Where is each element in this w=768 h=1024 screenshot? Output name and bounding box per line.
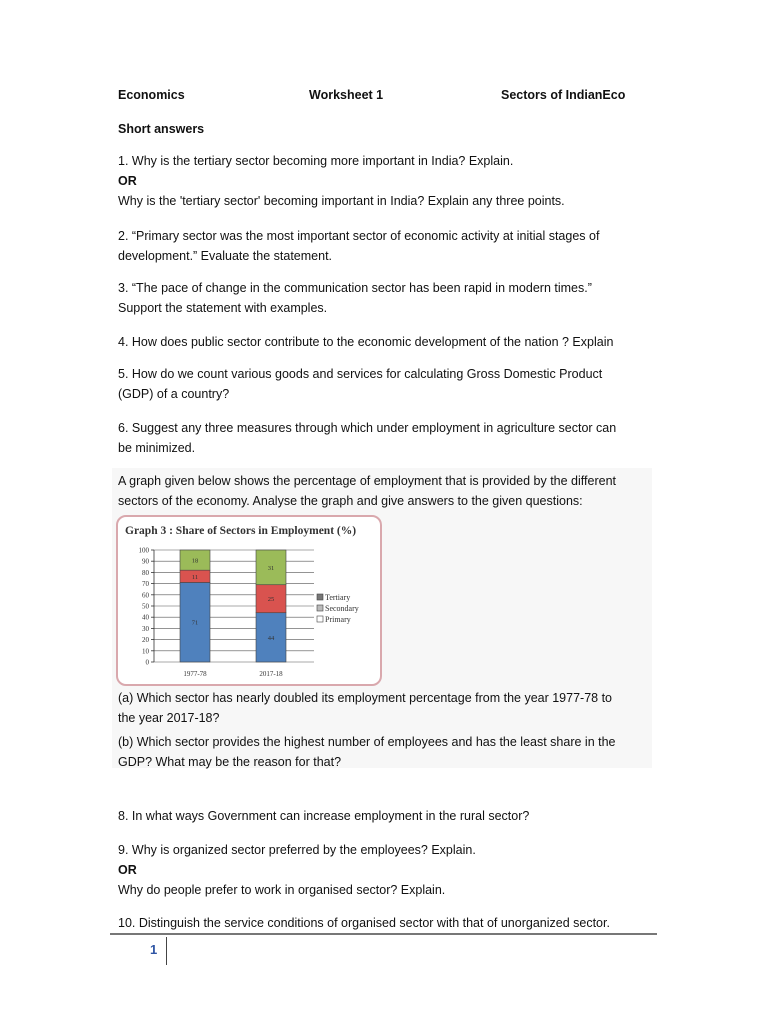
data-label: 25 <box>267 596 275 604</box>
graph-intro-line-2: sectors of the economy. Analyse the graph and give answers to the given questions: <box>118 494 583 508</box>
question-4-text: 4. How does public sector contribute to the economic development of the nation ? Explain <box>118 335 614 349</box>
header-topic: Sectors of IndianEco <box>501 88 626 102</box>
question-4 <box>118 332 648 352</box>
y-tick-label: 30 <box>142 624 149 633</box>
question-9-or: OR <box>118 863 137 877</box>
data-label: 18 <box>191 557 199 565</box>
header-subject: Economics <box>118 88 185 102</box>
graph-intro <box>118 471 653 511</box>
legend-swatch-secondary <box>317 605 323 611</box>
question-3-line-2: Support the statement with examples. <box>118 301 328 315</box>
legend-label-tertiary: Tertiary <box>325 593 351 602</box>
question-8 <box>118 806 648 826</box>
legend-label-primary: Primary <box>325 615 351 624</box>
y-tick-label: 20 <box>142 636 149 645</box>
question-7b <box>118 732 648 772</box>
data-label: 11 <box>191 573 199 581</box>
question-1-alt: Why is the 'tertiary sector' becoming important in India? Explain any three points. <box>118 194 565 208</box>
question-6-line-1: 6. Suggest any three measures through which under employment in agriculture sector can <box>118 421 617 435</box>
data-label: 71 <box>191 619 199 627</box>
chart-title: Graph 3 : Share of Sectors in Employment (%) <box>125 525 357 537</box>
question-10-text: 10. Distinguish the service conditions of organised sector with that of unorganized sector. <box>118 916 610 930</box>
x-tick-label: 1977-78 <box>183 670 207 678</box>
question-3 <box>118 278 648 318</box>
y-tick-label: 70 <box>142 580 149 589</box>
section-title: Short answers <box>118 122 205 136</box>
y-tick-label: 40 <box>142 613 149 622</box>
question-1-text: 1. Why is the tertiary sector becoming more important in India? Explain. <box>118 154 514 168</box>
question-9-text: 9. Why is organized sector preferred by the employees? Explain. <box>118 843 476 857</box>
footer-rule <box>110 933 657 935</box>
header-worksheet: Worksheet 1 <box>309 88 384 102</box>
chart-frame <box>116 515 382 686</box>
y-tick-label: 100 <box>138 546 149 555</box>
question-6-line-2: be minimized. <box>118 441 196 455</box>
question-5 <box>118 364 648 404</box>
y-tick-label: 50 <box>142 602 149 611</box>
y-tick-label: 0 <box>145 658 149 667</box>
question-7a <box>118 688 648 728</box>
y-tick-label: 10 <box>142 647 149 656</box>
question-2 <box>118 226 648 266</box>
x-tick-label: 2017-18 <box>259 670 283 678</box>
legend-swatch-tertiary <box>317 594 323 600</box>
employment-share-chart <box>118 517 380 684</box>
question-7a-line-1: (a) Which sector has nearly doubled its employment percentage from the year 1977-78 to <box>118 691 613 705</box>
question-10 <box>118 913 648 933</box>
data-label: 44 <box>267 634 275 642</box>
y-tick-label: 80 <box>142 568 149 577</box>
question-5-line-1: 5. How do we count various goods and services for calculating Gross Domestic Product <box>118 367 603 381</box>
question-1 <box>118 151 648 211</box>
page-number-divider <box>166 937 167 965</box>
y-tick-label: 60 <box>142 591 149 600</box>
page-number: 1 <box>150 942 158 957</box>
question-5-line-2: (GDP) of a country? <box>118 387 230 401</box>
question-9 <box>118 840 648 900</box>
question-1-or: OR <box>118 174 137 188</box>
question-9-alt: Why do people prefer to work in organised sector? Explain. <box>118 883 446 897</box>
question-7a-line-2: the year 2017-18? <box>118 711 220 725</box>
question-7b-line-2: GDP? What may be the reason for that? <box>118 755 342 769</box>
question-6 <box>118 418 648 458</box>
legend-label-secondary: Secondary <box>325 604 359 613</box>
question-7b-line-1: (b) Which sector provides the highest number of employees and has the least share in the <box>118 735 616 749</box>
question-2-line-1: 2. “Primary sector was the most important sector of economic activity at initial stages of <box>118 229 600 243</box>
question-2-line-2: development.” Evaluate the statement. <box>118 249 333 263</box>
y-tick-label: 90 <box>142 557 149 566</box>
data-label: 31 <box>267 564 275 572</box>
question-8-text: 8. In what ways Government can increase employment in the rural sector? <box>118 809 530 823</box>
graph-intro-line-1: A graph given below shows the percentage of employment that is provided by the different <box>118 474 616 488</box>
question-3-line-1: 3. “The pace of change in the communication sector has been rapid in modern times.” <box>118 281 592 295</box>
legend-swatch-primary <box>317 616 323 622</box>
